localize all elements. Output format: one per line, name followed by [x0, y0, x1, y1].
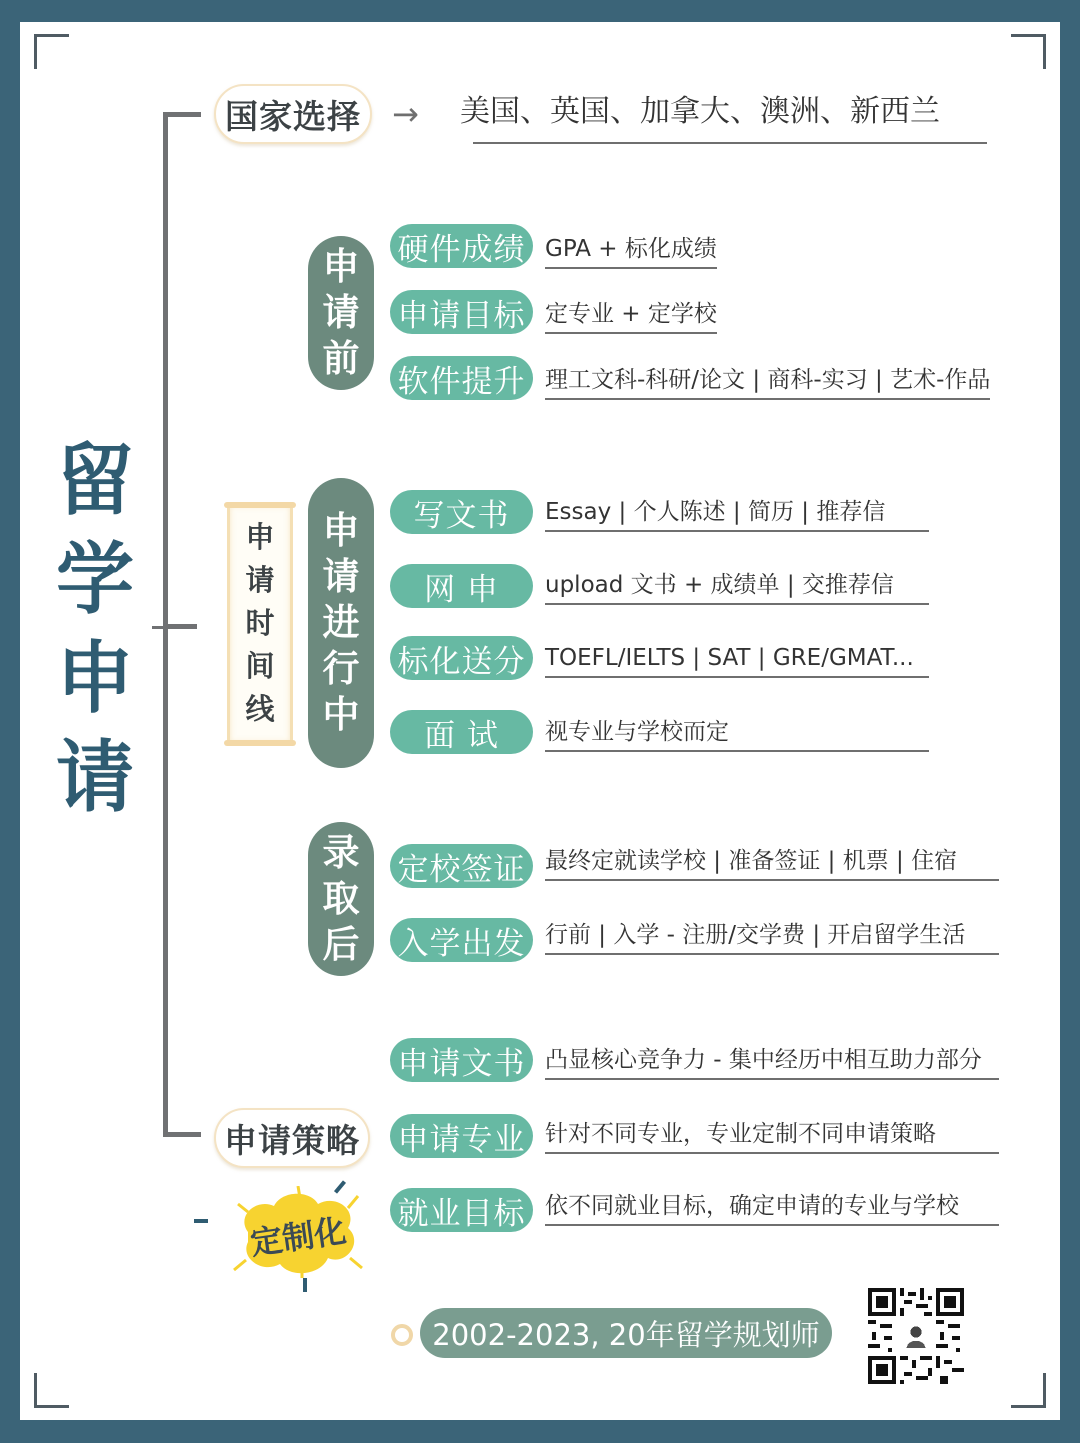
customized-badge: [230, 1186, 366, 1278]
label-career-goal: 就业目标: [390, 1188, 533, 1232]
stage-char: 前: [322, 337, 360, 380]
stage-char: 行: [322, 647, 360, 690]
poster-canvas: [20, 22, 1060, 1420]
dash-mark: [303, 1278, 307, 1292]
stage-char: 取: [322, 877, 360, 920]
label-application-essay: 申请文书: [390, 1038, 533, 1082]
stage-char: 请: [322, 291, 360, 334]
stage-after-admission: [308, 822, 374, 976]
timeline-scroll: [227, 506, 293, 742]
corner-top-right: [1011, 34, 1046, 69]
desc-enrollment: 行前 | 入学 - 注册/交学费 | 开启留学生活: [545, 920, 999, 955]
timeline-char: 时: [245, 606, 275, 640]
strategy-label: 申请策略: [214, 1108, 370, 1168]
timeline-char: 请: [245, 563, 275, 597]
stage-in-progress: [308, 478, 374, 768]
label-application-goal: 申请目标: [390, 290, 533, 334]
stage-char: 申: [322, 245, 360, 288]
stage-char: 进: [322, 601, 360, 644]
main-title-char: 留: [56, 436, 135, 526]
desc-soft-skills: 理工文科-科研/论文 | 商科-实习 | 艺术-作品: [545, 365, 990, 400]
stage-char: 申: [322, 509, 360, 552]
desc-interview: 视专业与学校而定: [545, 717, 929, 752]
footer-banner: 2002-2023, 20年留学规划师: [420, 1308, 832, 1358]
main-title-char: 申: [56, 634, 135, 724]
label-writing-documents: 写文书: [390, 490, 533, 534]
main-title: [56, 432, 135, 828]
label-enrollment: 入学出发: [390, 918, 533, 962]
main-title-char: 学: [56, 535, 135, 625]
label-interview: 面 试: [390, 710, 533, 754]
corner-bottom-left: [34, 1373, 69, 1408]
stage-before-application: [308, 236, 374, 390]
label-school-visa: 定校签证: [390, 844, 533, 888]
qr-code-icon[interactable]: [868, 1288, 964, 1384]
bracket-top-tick: [163, 112, 201, 117]
desc-online-application: upload 文书 + 成绩单 | 交推荐信: [545, 570, 929, 605]
timeline-char: 间: [245, 649, 275, 683]
stage-char: 后: [322, 923, 360, 966]
desc-application-essay: 凸显核心竞争力 - 集中经历中相互助力部分: [545, 1045, 999, 1080]
customized-text: 定制化: [248, 1211, 349, 1263]
timeline-char: 申: [245, 520, 275, 554]
timeline-char: 线: [245, 692, 275, 726]
desc-career-goal: 依不同就业目标，确定申请的专业与学校: [545, 1191, 999, 1226]
desc-writing-documents: Essay | 个人陈述 | 简历 | 推荐信: [545, 497, 929, 532]
bullet-circle-icon: [391, 1324, 413, 1346]
desc-application-major: 针对不同专业，专业定制不同申请策略: [545, 1119, 999, 1154]
corner-bottom-right: [1011, 1373, 1046, 1408]
label-score-sending: 标化送分: [390, 636, 533, 680]
timeline-label: [230, 516, 290, 731]
main-title-char: 请: [56, 733, 135, 823]
label-online-application: 网 申: [390, 564, 533, 608]
label-application-major: 申请专业: [390, 1114, 533, 1158]
country-list: 美国、英国、加拿大、澳洲、新西兰: [460, 94, 940, 129]
arrow-right-icon: →: [392, 95, 419, 133]
stage-char: 中: [322, 693, 360, 736]
desc-application-goal: 定专业 + 定学校: [545, 299, 717, 334]
stage-char: 请: [322, 555, 360, 598]
stage-char: 录: [322, 831, 360, 874]
desc-score-sending: TOEFL/IELTS | SAT | GRE/GMAT...: [545, 643, 929, 678]
desc-school-visa: 最终定就读学校 | 准备签证 | 机票 | 住宿: [545, 846, 999, 881]
label-soft-skills: 软件提升: [390, 356, 533, 400]
country-selection-label: 国家选择: [214, 84, 372, 144]
country-underline: [473, 142, 987, 144]
label-hard-scores: 硬件成绩: [390, 224, 533, 268]
corner-top-left: [34, 34, 69, 69]
bracket-bottom-tick: [163, 1132, 201, 1137]
bracket-middle-tick: [163, 624, 197, 629]
desc-hard-scores: GPA + 标化成绩: [545, 234, 717, 269]
bracket-pointer: [152, 626, 166, 629]
dash-mark: [194, 1219, 208, 1223]
